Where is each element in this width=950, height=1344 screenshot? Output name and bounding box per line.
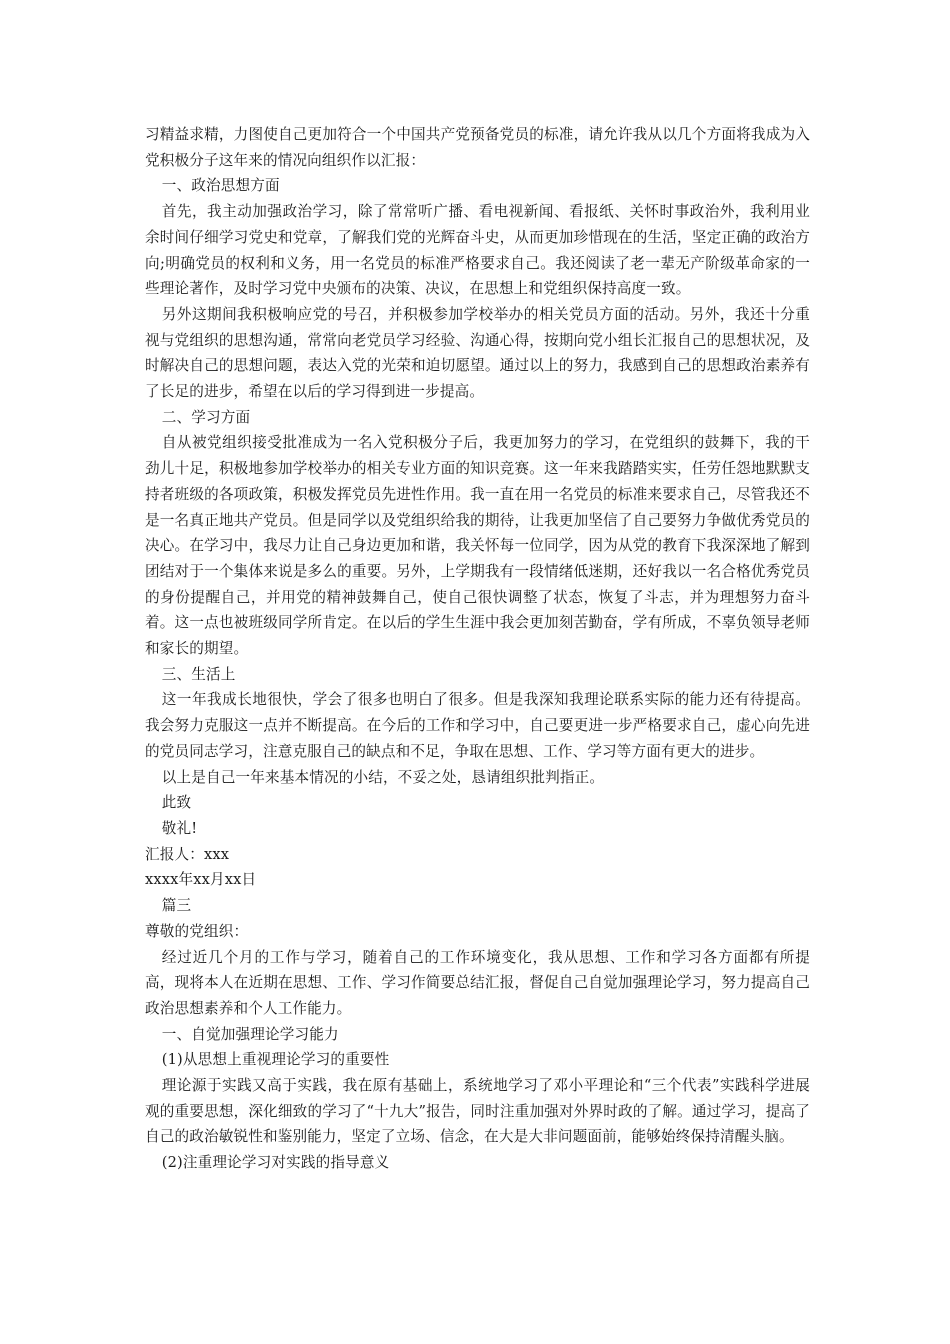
subheading-theory-practice: (2)注重理论学习对实践的指导意义 — [161, 1154, 390, 1172]
paragraph-study: 自从被党组织接受批准成为一名入党积极分子后，我更加努力的学习，在党组织的鼓舞下，我的干劲儿十足，积极地参加学校举办的相关专业方面的知识竞赛。这一年来我踏踏实实，任劳任怨地默默支持者班级的各项政策，积极发挥党员先进性作用。我一直在用一名党员的标准来要求自己，尽管我还不是一名真正地共产党员。但是同学以及党组织给我的期待，让我更加坚信了自己要努力争做优秀党员的决心。在学习中，我尽力让自己身边更加和谐，我关怀每一位同学，因为从党的教育下我深深地了解到团结对于一个集体来说是多么的重要。另外，上学期我有一段情绪低迷期，还好我以一名合格优秀党员的身份提醒自己，并用党的精神鼓舞自己，使自己很快调整了状态，恢复了斗志，并为理想努力奋斗着。这一点也被班级同学所肯定。在以后的学生生涯中我会更加刻苦勤奋，学有所成，不辜负领导老师和家长的期望。 — [145, 434, 810, 658]
greeting-line: 尊敬的党组织： — [145, 922, 249, 940]
section-heading-political: 一、政治思想方面 — [161, 177, 280, 195]
paragraph-part-three-intro: 经过近几个月的工作与学习，随着自己的工作环境变化，我从思想、工作和学习各方面都有所提高，现将本人在近期在思想、工作、学习作简要总结汇报，督促自己自觉加强理论学习，努力提高自己政治思想素养和个人工作能力。 — [145, 948, 810, 1017]
closing-salutation: 此致 — [161, 794, 192, 812]
part-three-label: 篇三 — [161, 897, 192, 915]
paragraph-political-activities: 另外这期间我积极响应党的号召，并积极参加学校举办的相关党员方面的活动。另外，我还十分重视与党组织的思想沟通，常常向老党员学习经验、沟通心得，按期向党小组长汇报自己的思想状况，及时解决自己的思想问题，表达入党的光荣和迫切愿望。通过以上的努力，我感到自己的思想政治素养有了长足的进步，希望在以后的学习得到进一步提高。 — [145, 305, 810, 401]
paragraph-summary: 以上是自己一年来基本情况的小结，不妥之处，恳请组织批判指正。 — [161, 768, 605, 786]
document-body — [145, 122, 810, 1176]
paragraph-political-study: 首先，我主动加强政治学习，除了常常听广播、看电视新闻、看报纸、关怀时事政治外，我利用业余时间仔细学习党史和党章，了解我们党的光辉奋斗史，从而更加珍惜现在的生活，坚定正确的政治方向;明确党员的权利和义务，用一名党员的标准严格要求自己。我还阅读了老一辈无产阶级革命家的一些理论著作，及时学习党中央颁布的决策、决议，在思想上和党组织保持高度一致。 — [145, 203, 810, 298]
paragraph-intro-continuation: 习精益求精，力图使自己更加符合一个中国共产党预备党员的标准，请允许我从以几个方面将我成为入党积极分子这年来的情况向组织作以汇报： — [145, 126, 810, 169]
date-line: xxxx年xx月xx日 — [145, 871, 257, 889]
reporter-line: 汇报人：xxx — [145, 845, 230, 863]
section-heading-life: 三、生活上 — [161, 665, 236, 683]
closing-regards: 敬礼! — [161, 819, 198, 837]
section-heading-theory: 一、自觉加强理论学习能力 — [161, 1025, 339, 1043]
paragraph-theory: 理论源于实践又高于实践，我在原有基础上，系统地学习了邓小平理论和“三个代表”实践科学进展观的重要思想，深化细致的学习了“十九大”报告，同时注重加强对外界时政的了解。通过学习，提高了自己的政治敏锐性和鉴别能力，坚定了立场、信念，在大是大非问题面前，能够始终保持清醒头脑。 — [145, 1077, 810, 1146]
paragraph-life: 这一年我成长地很快，学会了很多也明白了很多。但是我深知我理论联系实际的能力还有待提高。我会努力克服这一点并不断提高。在今后的工作和学习中，自己要更进一步严格要求自己，虚心向先进的党员同志学习，注意克服自己的缺点和不足，争取在思想、工作、学习等方面有更大的进步。 — [145, 691, 810, 760]
section-heading-study: 二、学习方面 — [161, 408, 251, 426]
subheading-theory-importance: (1)从思想上重视理论学习的重要性 — [161, 1051, 390, 1069]
